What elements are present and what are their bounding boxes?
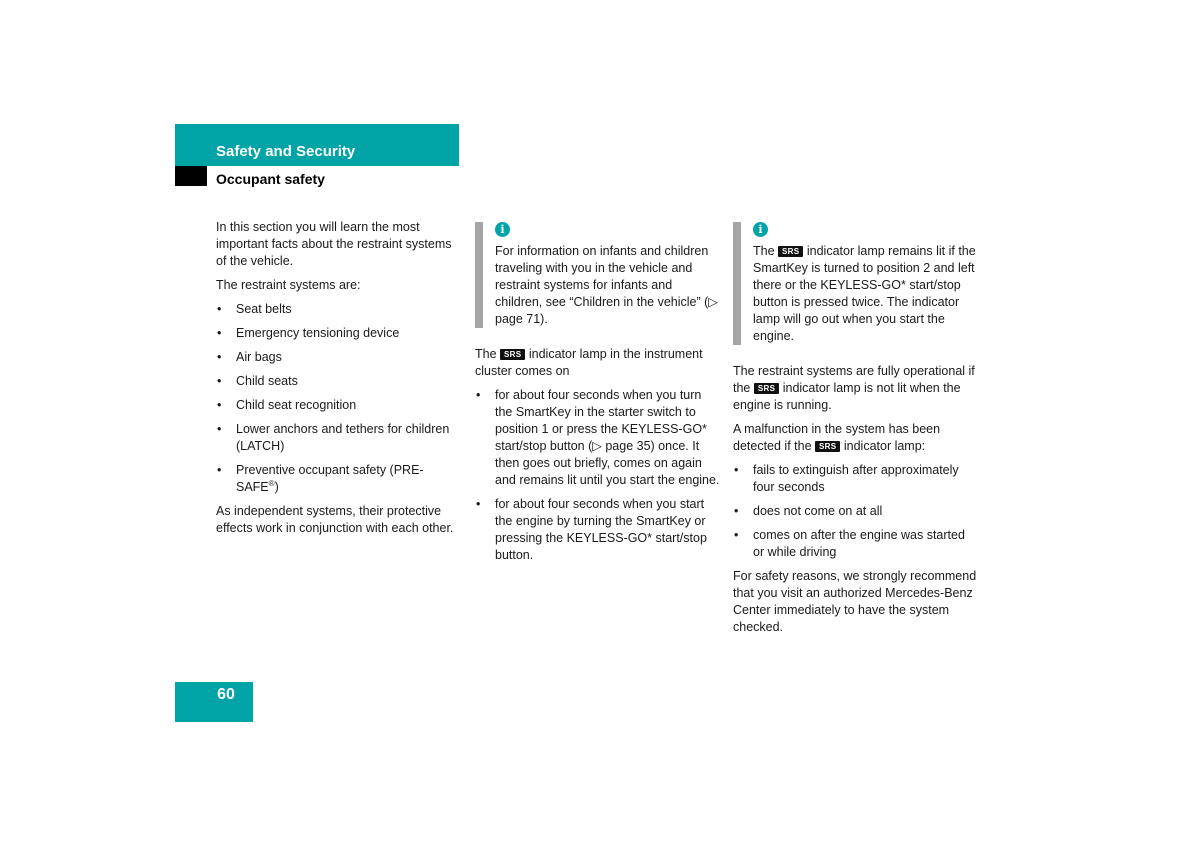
list-item: • for about four seconds when you start the engine by turning the SmartKey or pressing the KEYLESS-GO* start/stop button. [476,497,707,562]
list-item: • Child seat recognition [217,398,357,412]
operational-paragraph: The restraint systems are fully operational if the SRS indicator lamp is not lit when the engine is running. [733,364,975,412]
closing-paragraph: For safety reasons, we strongly recommend that you visit an authorized Mercedes-Benz Center immediately to have the system checked. [733,569,977,634]
info-note-text: For information on infants and children traveling with you in the vehicle and restraint systems for infants and children, see “Children in the vehicle” (▷ page 71). [495,244,718,326]
bullet-icon: • [217,374,222,388]
restraint-systems-list [216,301,461,496]
bullet-icon: • [217,350,222,364]
info-note [733,222,979,345]
column-1 [216,219,461,544]
malfunction-paragraph: A malfunction in the system has been detected if the SRS indicator lamp: [733,422,941,453]
list-item: • fails to extinguish after approximately four seconds [734,463,959,494]
intro-paragraph: In this section you will learn the most important facts about the restraint systems of the vehicle. [216,220,452,268]
bullet-icon: • [734,463,739,477]
list-item: • Air bags [217,350,282,364]
info-icon: i [495,222,510,237]
bullet-icon: • [476,497,481,511]
column-2 [475,219,721,571]
info-note-text: The SRS indicator lamp remains lit if the SmartKey is turned to position 2 and left there or the KEYLESS-GO* start/stop button is pressed twice. The indicator lamp will go out when you start the engine. [753,244,976,343]
list-item: • Seat belts [217,302,292,316]
bullet-icon: • [217,302,222,316]
lamp-conditions-list [475,387,721,564]
list-item: • for about four seconds when you turn the SmartKey in the starter switch to position 1 or press the KEYLESS-GO* start/stop button (▷ page 35) once. It then goes out briefly, comes on again and remains lit until you start the engine. [476,388,720,487]
list-item: • Emergency tensioning device [217,326,400,340]
bullet-icon: • [217,463,222,477]
lamp-paragraph: The SRS indicator lamp in the instrument cluster comes on [475,347,703,378]
bullet-icon: • [217,422,222,436]
list-intro: The restraint systems are: [216,278,361,292]
list-item: • Lower anchors and tethers for children (LATCH) [217,422,450,453]
list-item: • does not come on at all [734,504,883,518]
srs-indicator-icon: SRS [754,383,779,394]
info-note [475,222,721,328]
bullet-icon: • [476,388,481,402]
srs-indicator-icon: SRS [500,349,525,360]
page-number: 60 [217,686,235,703]
list-item: • comes on after the engine was started or while driving [734,528,965,559]
section-title: Safety and Security [216,143,356,160]
column-3 [733,219,979,643]
list-item: • Preventive occupant safety (PRE-SAFE®) [217,463,424,494]
bullet-icon: • [217,398,222,412]
subsection-title: Occupant safety [216,171,325,187]
srs-indicator-icon: SRS [815,441,840,452]
registered-mark: ® [268,478,275,488]
bullet-icon: • [217,326,222,340]
outro-paragraph: As independent systems, their protective effects work in conjunction with each other. [216,504,454,535]
subsection-marker [175,166,207,186]
srs-indicator-icon: SRS [778,246,803,257]
bullet-icon: • [734,504,739,518]
list-item: • Child seats [217,374,298,388]
bullet-icon: • [734,528,739,542]
info-icon: i [753,222,768,237]
malfunction-list [733,462,979,561]
